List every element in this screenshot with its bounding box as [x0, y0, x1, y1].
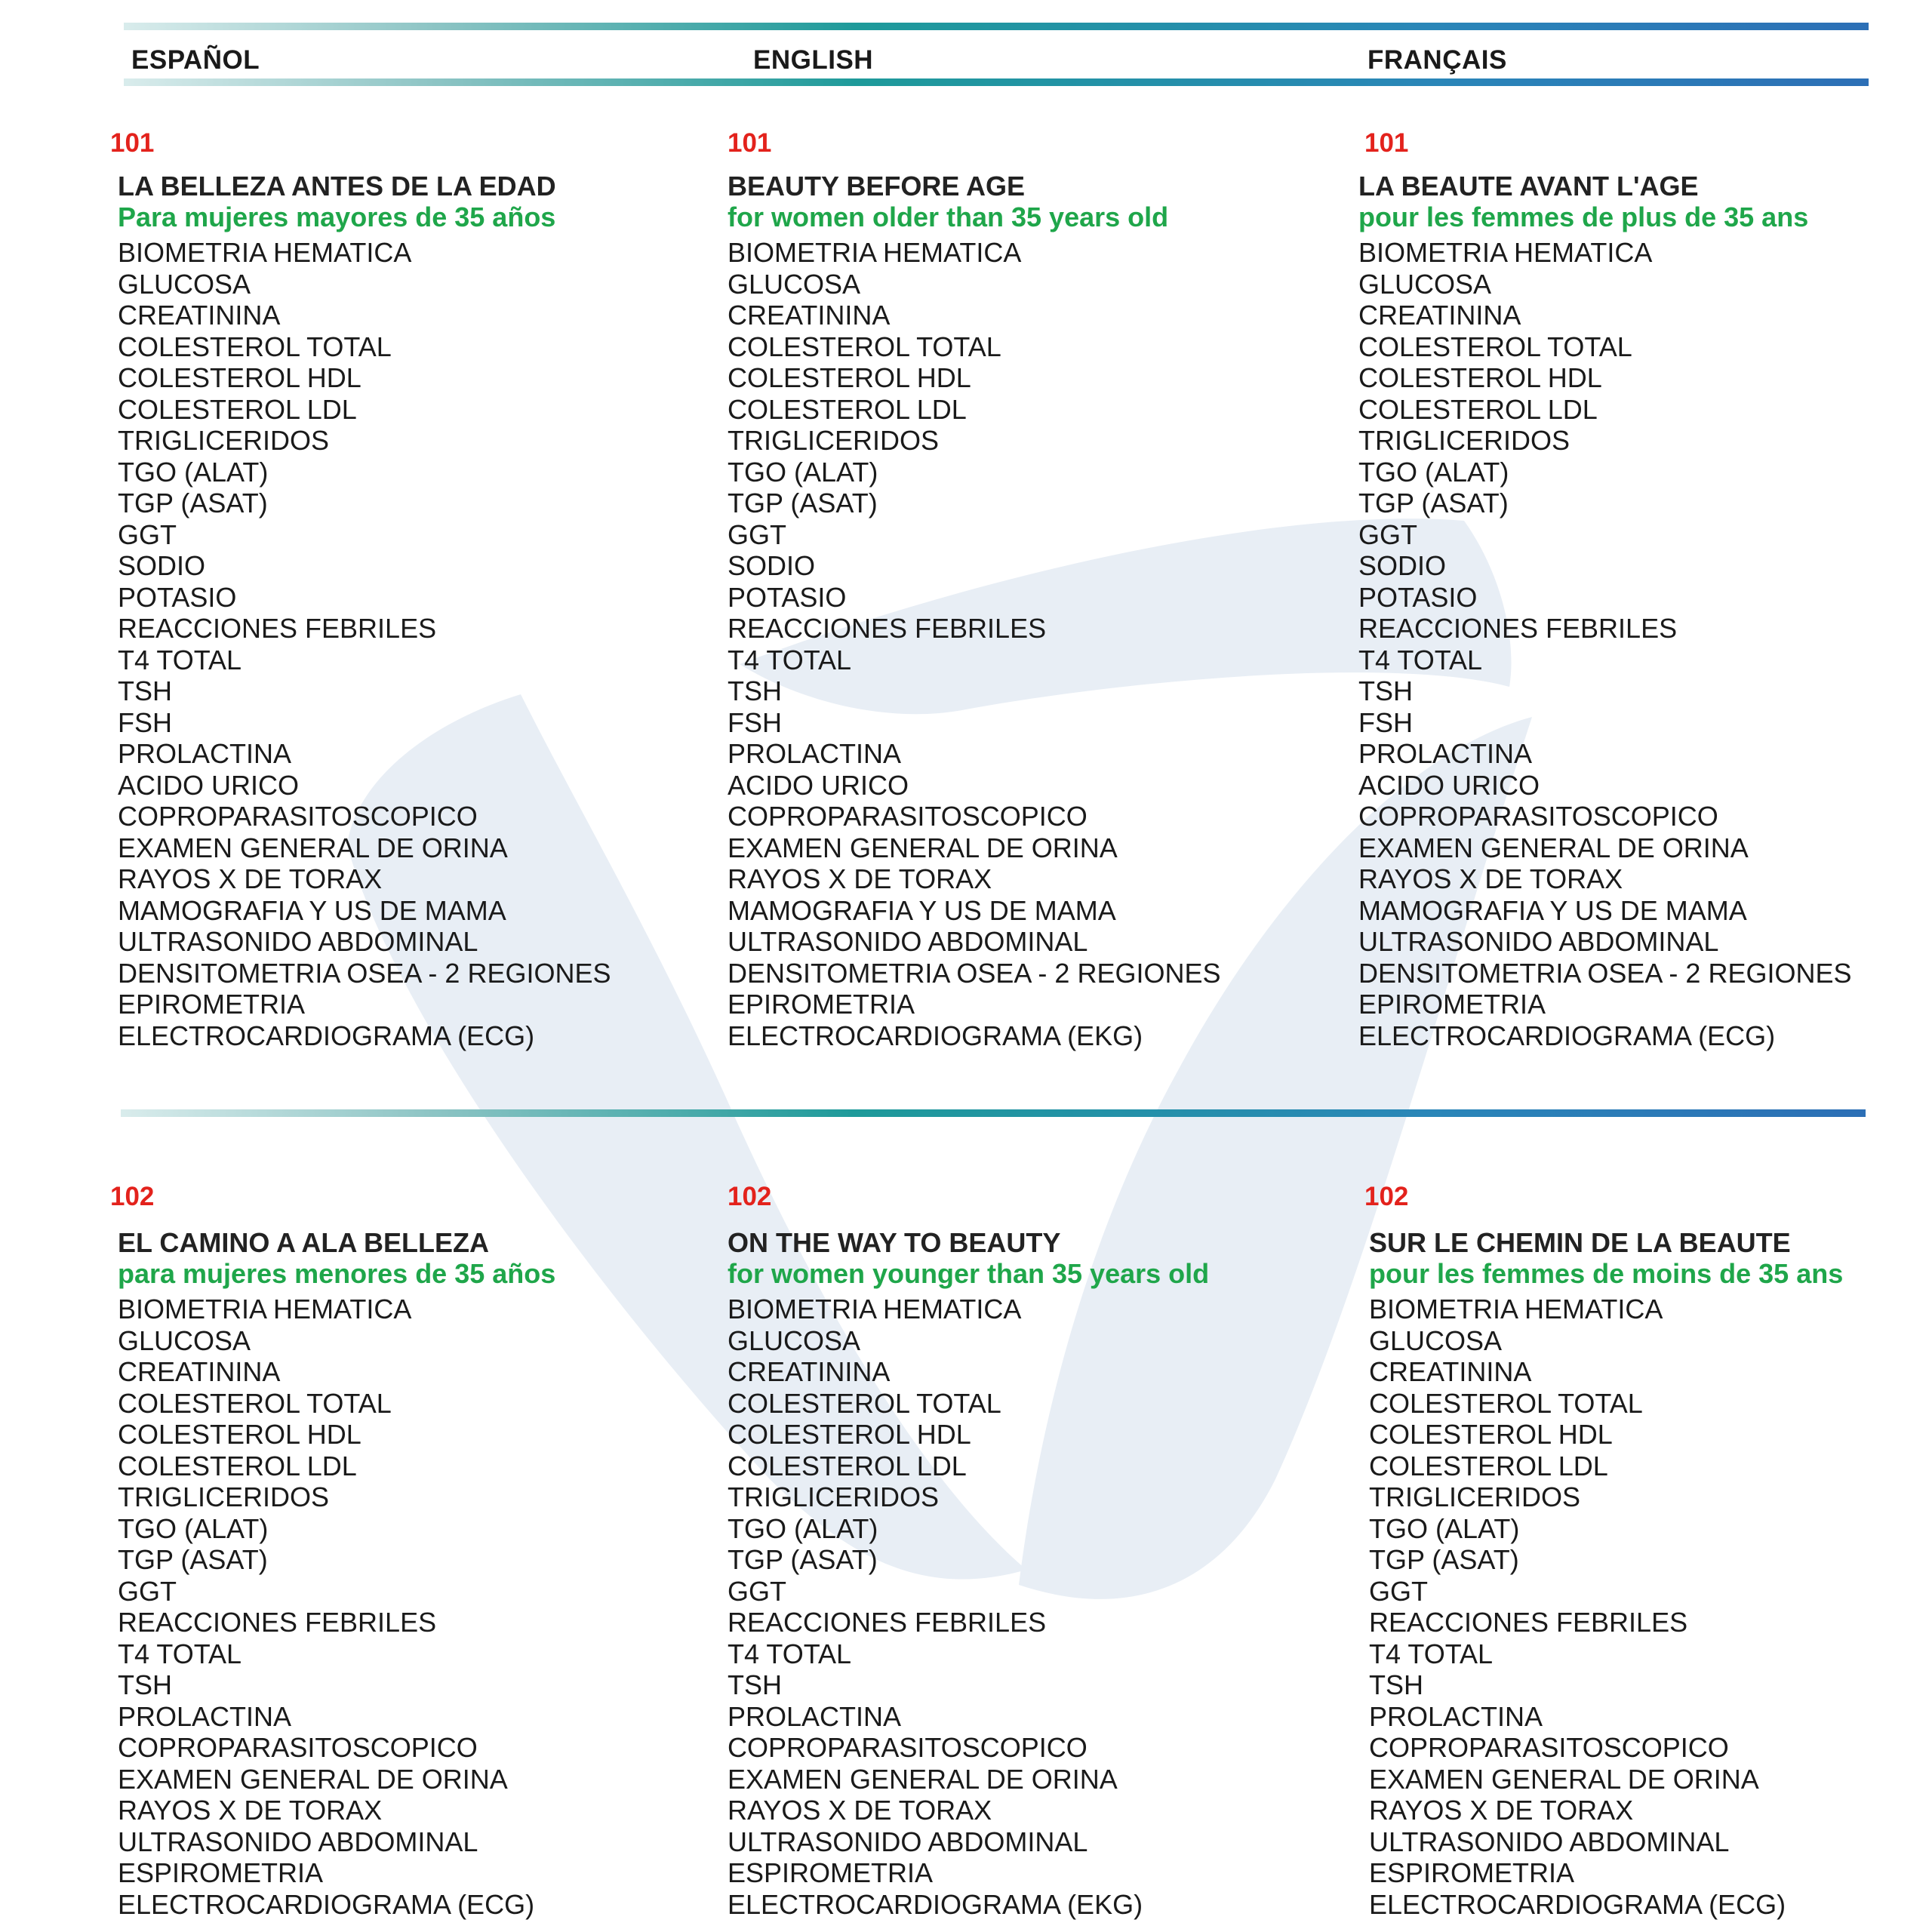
test-item: SODIO	[118, 550, 206, 581]
test-item: TRIGLICERIDOS	[728, 1481, 940, 1512]
test-item: COLESTEROL TOTAL	[118, 1387, 392, 1419]
package-title: ON THE WAY TO BEAUTY	[728, 1227, 1061, 1258]
test-item: COLESTEROL LDL	[118, 1450, 357, 1481]
test-list	[1369, 1294, 1843, 1920]
test-item: PROLACTINA	[1358, 738, 1533, 769]
test-item: DENSITOMETRIA OSEA - 2 REGIONES	[728, 957, 1221, 989]
test-item: TRIGLICERIDOS	[1358, 425, 1571, 456]
package-subtitle: for women older than 35 years old	[728, 202, 1169, 232]
package-title: LA BEAUTE AVANT L'AGE	[1358, 171, 1699, 202]
test-item: ELECTROCARDIOGRAMA (ECG)	[118, 1020, 535, 1051]
test-item: RAYOS X DE TORAX	[118, 1795, 383, 1826]
test-item: CREATININA	[1369, 1356, 1532, 1387]
test-item: COLESTEROL TOTAL	[728, 1387, 1001, 1419]
test-item: EPIROMETRIA	[1358, 989, 1546, 1020]
test-item: TRIGLICERIDOS	[728, 425, 940, 456]
test-item: REACCIONES FEBRILES	[1369, 1607, 1688, 1638]
test-list	[728, 1294, 1209, 1920]
test-item: EXAMEN GENERAL DE ORINA	[728, 832, 1118, 863]
test-item: SODIO	[728, 550, 816, 581]
test-item: MAMOGRAFIA Y US DE MAMA	[728, 894, 1116, 926]
package-101-es	[118, 171, 611, 1051]
test-item: TSH	[728, 675, 782, 706]
test-list	[728, 237, 1220, 1051]
test-item: FSH	[118, 706, 172, 738]
test-item: GGT	[1358, 518, 1417, 550]
test-item: COLESTEROL HDL	[1369, 1419, 1613, 1450]
test-item: BIOMETRIA HEMATICA	[728, 1294, 1022, 1324]
package-subtitle: pour les femmes de moins de 35 ans	[1369, 1258, 1844, 1289]
package-title: BEAUTY BEFORE AGE	[728, 171, 1026, 202]
test-item: PROLACTINA	[1369, 1700, 1543, 1732]
test-item: TGP (ASAT)	[728, 1544, 878, 1575]
test-item: BIOMETRIA HEMATICA	[1369, 1294, 1663, 1324]
package-number-en: 101	[728, 128, 772, 158]
test-item: T4 TOTAL	[728, 1638, 852, 1669]
test-item: ESPIROMETRIA	[1369, 1857, 1575, 1888]
test-item: T4 TOTAL	[728, 644, 852, 675]
test-item: COLESTEROL HDL	[118, 1419, 361, 1450]
test-item: ELECTROCARDIOGRAMA (ECG)	[1358, 1020, 1776, 1051]
test-item: COLESTEROL HDL	[1358, 362, 1602, 393]
test-item: EXAMEN GENERAL DE ORINA	[118, 1763, 508, 1795]
test-item: CREATININA	[1358, 300, 1521, 331]
test-item: REACCIONES FEBRILES	[1358, 613, 1678, 644]
test-item: COLESTEROL TOTAL	[118, 331, 392, 362]
test-item: COPROPARASITOSCOPICO	[728, 1732, 1088, 1763]
test-item: GLUCOSA	[118, 268, 251, 300]
package-number-en: 102	[728, 1182, 772, 1211]
test-item: EXAMEN GENERAL DE ORINA	[728, 1763, 1118, 1795]
test-item: BIOMETRIA HEMATICA	[728, 237, 1022, 268]
test-item: TSH	[1358, 675, 1413, 706]
test-item: ULTRASONIDO ABDOMINAL	[1358, 926, 1719, 957]
test-item: PROLACTINA	[728, 738, 902, 769]
test-item: TGP (ASAT)	[728, 488, 878, 518]
test-item: EXAMEN GENERAL DE ORINA	[118, 832, 508, 863]
test-item: RAYOS X DE TORAX	[728, 863, 992, 894]
test-item: REACCIONES FEBRILES	[118, 613, 437, 644]
test-item: ELECTROCARDIOGRAMA (EKG)	[728, 1888, 1143, 1920]
package-102-en	[728, 1227, 1209, 1920]
test-item: TGO (ALAT)	[1369, 1512, 1520, 1544]
lang-label-es: ESPAÑOL	[131, 45, 260, 75]
test-item: DENSITOMETRIA OSEA - 2 REGIONES	[118, 957, 611, 989]
test-item: RAYOS X DE TORAX	[1358, 863, 1623, 894]
test-item: PROLACTINA	[118, 738, 292, 769]
package-101-fr	[1358, 171, 1851, 1051]
test-item: COLESTEROL HDL	[728, 362, 971, 393]
test-item: TGP (ASAT)	[118, 1544, 268, 1575]
test-item: TGO (ALAT)	[118, 1512, 269, 1544]
test-item: ULTRASONIDO ABDOMINAL	[728, 1826, 1088, 1857]
test-item: COLESTEROL TOTAL	[1369, 1387, 1643, 1419]
test-item: TRIGLICERIDOS	[118, 425, 330, 456]
test-item: TSH	[728, 1669, 782, 1700]
test-item: REACCIONES FEBRILES	[118, 1607, 437, 1638]
package-subtitle: for women younger than 35 years old	[728, 1258, 1210, 1289]
test-item: ACIDO URICO	[118, 769, 300, 801]
test-item: GLUCOSA	[728, 1324, 861, 1356]
test-item: TGO (ALAT)	[1358, 456, 1509, 488]
test-item: TRIGLICERIDOS	[118, 1481, 330, 1512]
test-item: COLESTEROL HDL	[118, 362, 361, 393]
test-item: CREATININA	[728, 1356, 891, 1387]
package-subtitle: pour les femmes de plus de 35 ans	[1358, 202, 1809, 232]
test-item: T4 TOTAL	[118, 1638, 242, 1669]
test-item: GLUCOSA	[1358, 268, 1492, 300]
test-item: ESPIROMETRIA	[118, 1857, 324, 1888]
test-item: COLESTEROL LDL	[728, 1450, 967, 1481]
test-item: COPROPARASITOSCOPICO	[1358, 801, 1718, 832]
test-item: COLESTEROL HDL	[728, 1419, 971, 1450]
test-item: ACIDO URICO	[1358, 769, 1540, 801]
test-item: PROLACTINA	[728, 1700, 902, 1732]
test-item: CREATININA	[118, 300, 281, 331]
test-item: ACIDO URICO	[728, 769, 909, 801]
package-subtitle: Para mujeres mayores de 35 años	[118, 202, 556, 232]
test-item: TSH	[118, 675, 172, 706]
test-item: TGP (ASAT)	[118, 488, 268, 518]
test-item: TRIGLICERIDOS	[1369, 1481, 1581, 1512]
test-item: T4 TOTAL	[1369, 1638, 1494, 1669]
test-item: TSH	[118, 1669, 172, 1700]
test-item: ELECTROCARDIOGRAMA (ECG)	[118, 1888, 535, 1920]
test-item: COPROPARASITOSCOPICO	[728, 801, 1088, 832]
test-item: RAYOS X DE TORAX	[728, 1795, 992, 1826]
test-item: ELECTROCARDIOGRAMA (EKG)	[728, 1020, 1143, 1051]
test-item: CREATININA	[118, 1356, 281, 1387]
package-subtitle: para mujeres menores de 35 años	[118, 1258, 556, 1289]
header-top-rule	[124, 23, 1869, 30]
test-item: ULTRASONIDO ABDOMINAL	[118, 926, 478, 957]
test-item: ULTRASONIDO ABDOMINAL	[728, 926, 1088, 957]
test-item: TGO (ALAT)	[118, 456, 269, 488]
test-item: COLESTEROL LDL	[728, 393, 967, 425]
test-item: BIOMETRIA HEMATICA	[118, 237, 412, 268]
header-bottom-rule	[124, 78, 1869, 86]
test-item: RAYOS X DE TORAX	[118, 863, 383, 894]
package-101-en	[728, 171, 1220, 1051]
test-item: REACCIONES FEBRILES	[728, 1607, 1047, 1638]
test-list	[1358, 237, 1851, 1051]
test-item: COLESTEROL TOTAL	[728, 331, 1001, 362]
package-102-fr	[1369, 1227, 1843, 1920]
test-item: MAMOGRAFIA Y US DE MAMA	[1358, 894, 1747, 926]
test-item: COPROPARASITOSCOPICO	[1369, 1732, 1729, 1763]
test-item: TGO (ALAT)	[728, 456, 878, 488]
test-item: GLUCOSA	[1369, 1324, 1503, 1356]
test-item: PROLACTINA	[118, 1700, 292, 1732]
package-number-es: 102	[110, 1182, 155, 1211]
test-item: ULTRASONIDO ABDOMINAL	[118, 1826, 478, 1857]
test-item: SODIO	[1358, 550, 1447, 581]
test-item: BIOMETRIA HEMATICA	[1358, 237, 1653, 268]
test-item: GLUCOSA	[728, 268, 861, 300]
test-item: ESPIROMETRIA	[728, 1857, 934, 1888]
test-item: RAYOS X DE TORAX	[1369, 1795, 1634, 1826]
test-item: POTASIO	[1358, 581, 1478, 613]
test-item: EPIROMETRIA	[118, 989, 306, 1020]
test-item: COLESTEROL LDL	[118, 393, 357, 425]
package-number-fr: 102	[1364, 1182, 1409, 1211]
test-item: T4 TOTAL	[118, 644, 242, 675]
test-item: FSH	[1358, 706, 1413, 738]
test-item: COLESTEROL LDL	[1369, 1450, 1608, 1481]
test-item: DENSITOMETRIA OSEA - 2 REGIONES	[1358, 957, 1852, 989]
test-item: EXAMEN GENERAL DE ORINA	[1369, 1763, 1759, 1795]
package-102-es	[118, 1227, 555, 1920]
test-item: REACCIONES FEBRILES	[728, 613, 1047, 644]
test-item: GGT	[728, 1575, 786, 1607]
test-item: GGT	[728, 518, 786, 550]
package-number-es: 101	[110, 128, 155, 158]
package-title: EL CAMINO A ALA BELLEZA	[118, 1227, 489, 1258]
test-item: GGT	[118, 518, 177, 550]
test-item: BIOMETRIA HEMATICA	[118, 1294, 412, 1324]
package-title: SUR LE CHEMIN DE LA BEAUTE	[1369, 1227, 1791, 1258]
test-item: COLESTEROL TOTAL	[1358, 331, 1632, 362]
test-item: COPROPARASITOSCOPICO	[118, 1732, 478, 1763]
test-item: GGT	[1369, 1575, 1428, 1607]
test-item: TGP (ASAT)	[1369, 1544, 1519, 1575]
test-item: ULTRASONIDO ABDOMINAL	[1369, 1826, 1730, 1857]
test-item: TGO (ALAT)	[728, 1512, 878, 1544]
test-list	[118, 237, 611, 1051]
test-item: GGT	[118, 1575, 177, 1607]
test-item: POTASIO	[118, 581, 237, 613]
test-item: POTASIO	[728, 581, 847, 613]
test-list	[118, 1294, 555, 1920]
package-number-fr: 101	[1364, 128, 1409, 158]
test-item: EPIROMETRIA	[728, 989, 915, 1020]
test-item: ELECTROCARDIOGRAMA (ECG)	[1369, 1888, 1786, 1920]
test-item: FSH	[728, 706, 782, 738]
test-item: EXAMEN GENERAL DE ORINA	[1358, 832, 1749, 863]
lang-label-fr: FRANÇAIS	[1367, 45, 1507, 75]
test-item: COPROPARASITOSCOPICO	[118, 801, 478, 832]
package-title: LA BELLEZA ANTES DE LA EDAD	[118, 171, 556, 202]
test-item: MAMOGRAFIA Y US DE MAMA	[118, 894, 506, 926]
test-item: COLESTEROL LDL	[1358, 393, 1598, 425]
test-item: TSH	[1369, 1669, 1423, 1700]
lang-label-en: ENGLISH	[753, 45, 874, 75]
test-item: GLUCOSA	[118, 1324, 251, 1356]
test-item: CREATININA	[728, 300, 891, 331]
section-divider-rule	[121, 1109, 1866, 1117]
test-item: T4 TOTAL	[1358, 644, 1483, 675]
test-item: TGP (ASAT)	[1358, 488, 1509, 518]
